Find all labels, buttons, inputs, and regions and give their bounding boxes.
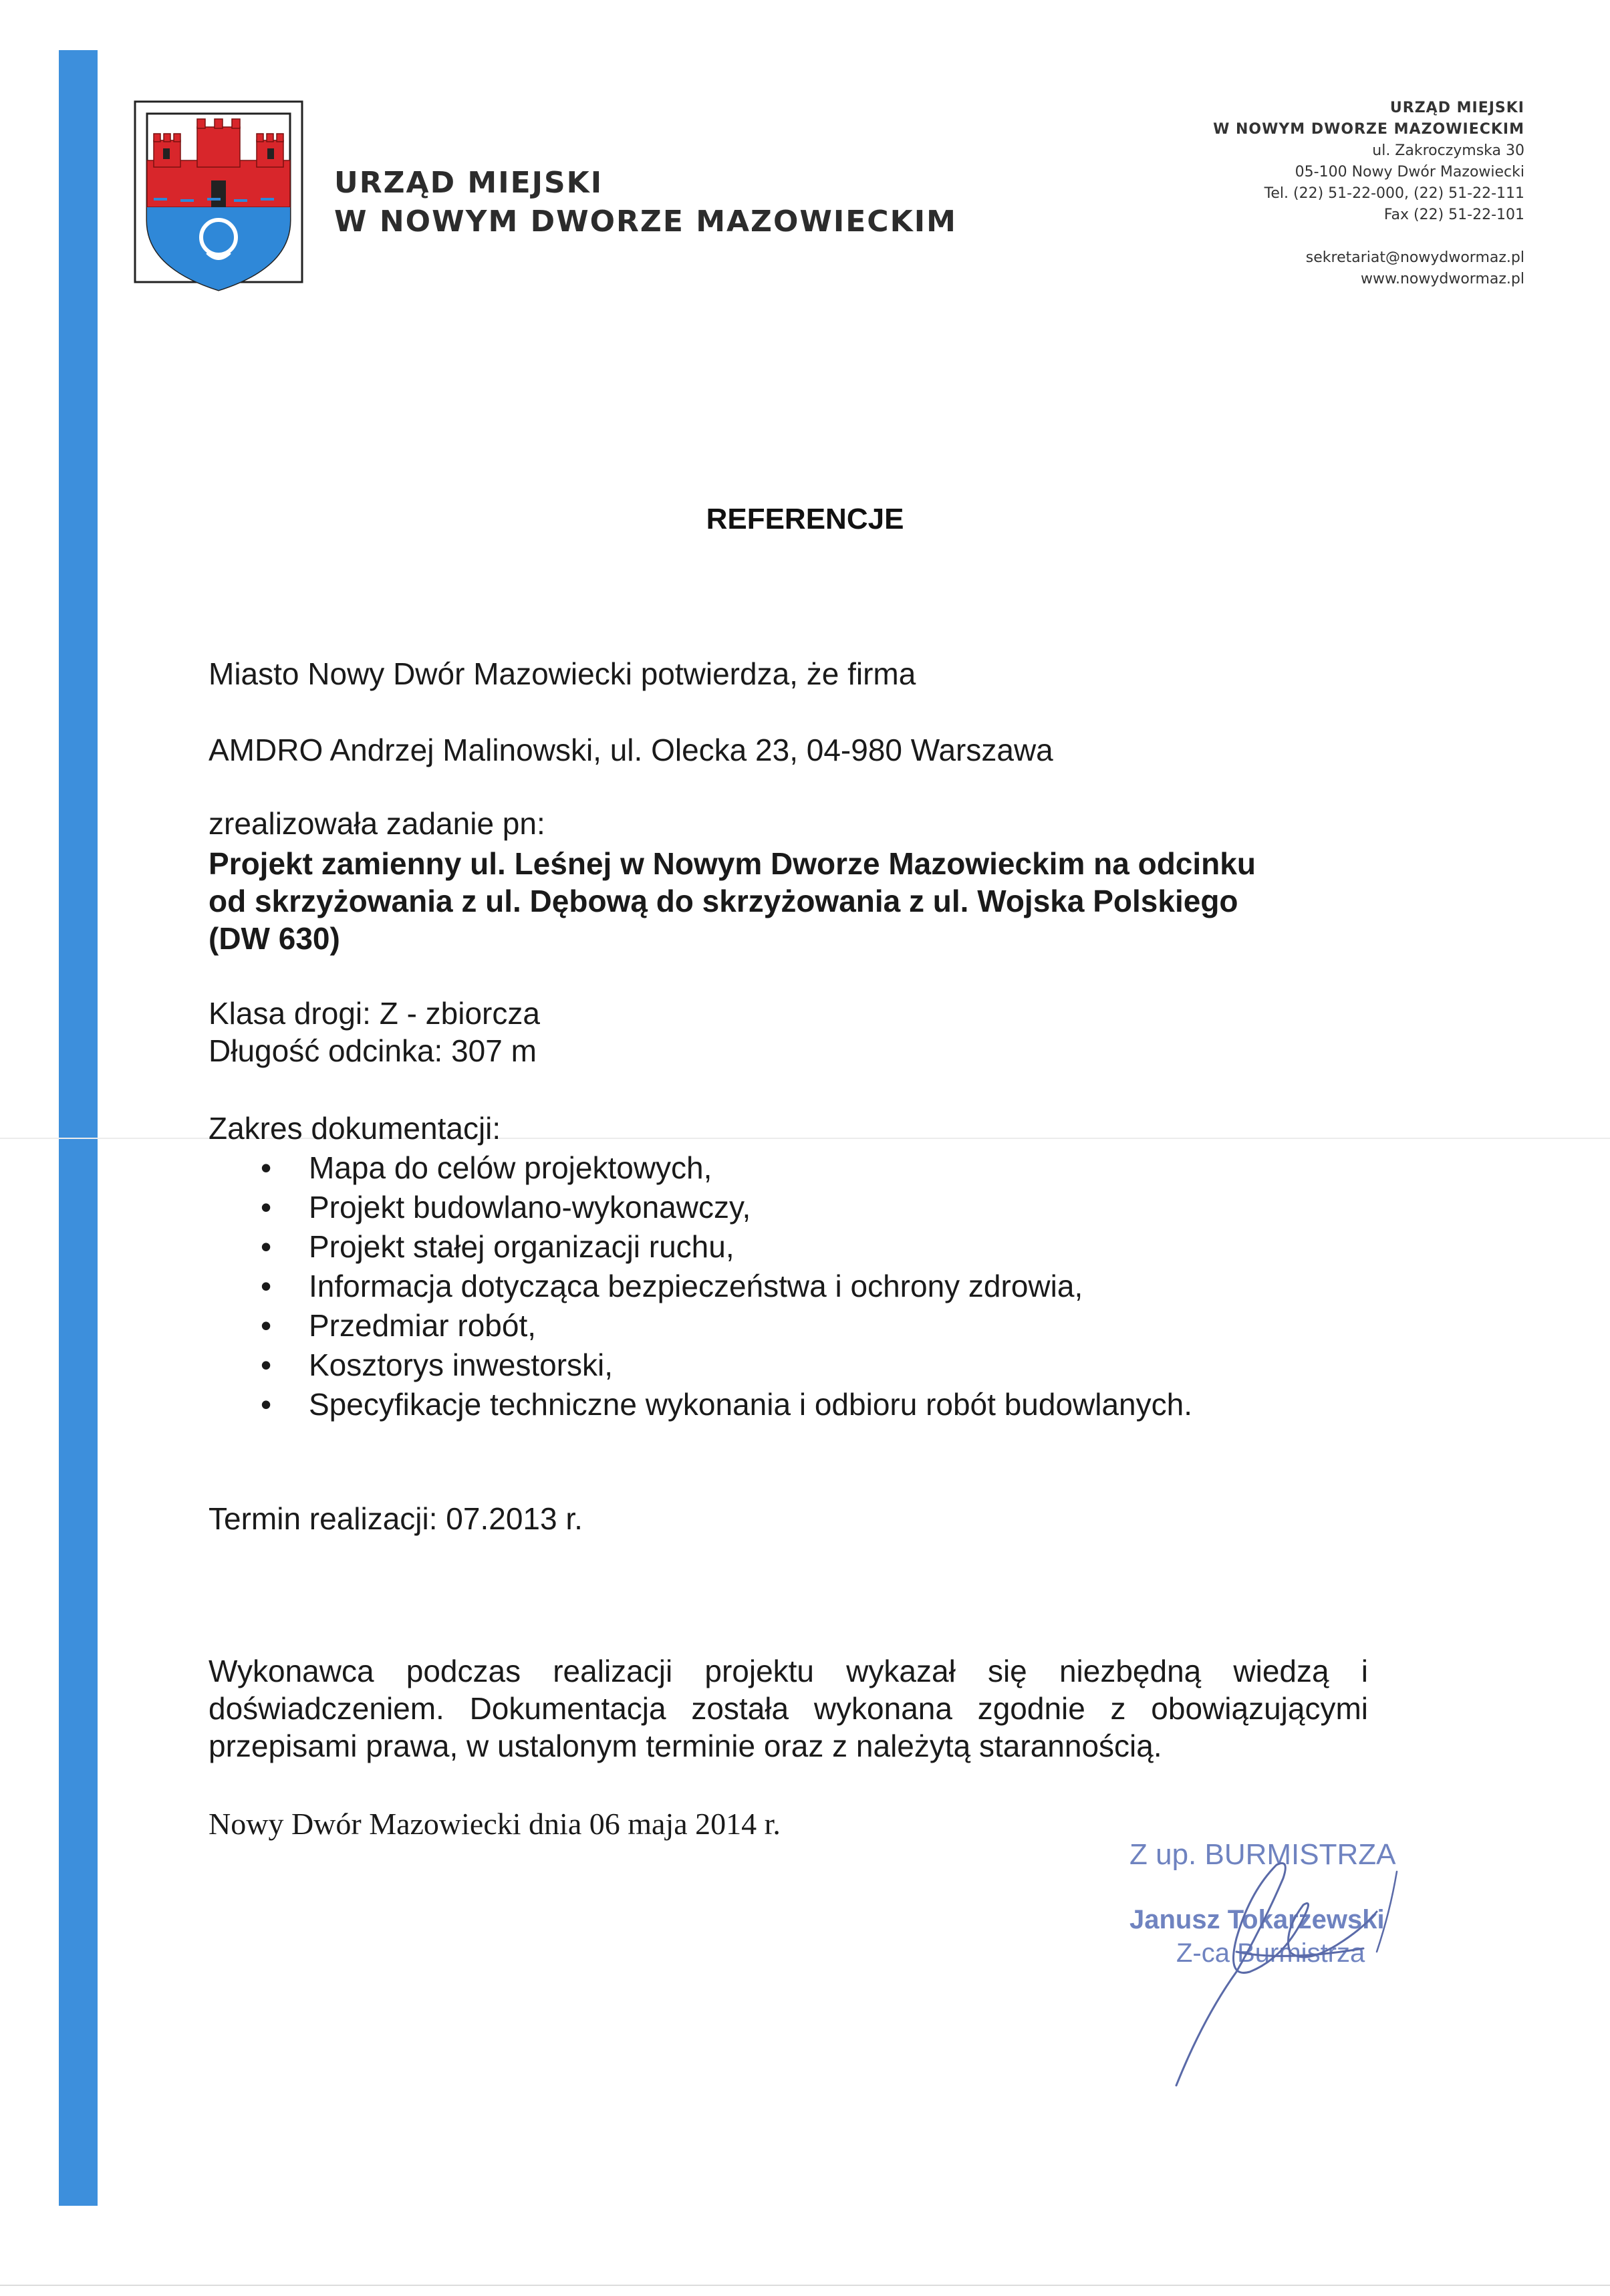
contact-web: www.nowydwormaz.pl	[1361, 271, 1524, 287]
signature-stroke	[1176, 1864, 1377, 2086]
section-length: Długość odcinka: 307 m	[209, 1033, 537, 1068]
contact-tel: Tel. (22) 51-22-000, (22) 51-22-111	[1264, 185, 1524, 202]
bullet-icon: •	[261, 1229, 272, 1264]
office-name-line2: W NOWYM DWORZE MAZOWIECKIM	[334, 205, 957, 239]
contact-street: ul. Zakroczymska 30	[1372, 142, 1524, 159]
list-item: • Informacja dotycząca bezpieczeństwa i ochrony zdrowia,	[261, 1267, 1192, 1306]
bullet-icon: •	[261, 1150, 272, 1185]
list-item: • Mapa do celów projektowych,	[261, 1148, 1192, 1188]
contact-office-line2: W NOWYM DWORZE MAZOWIECKIM	[1213, 121, 1524, 138]
stamp-signer-role: Z-ca Burmistrza	[1176, 1938, 1365, 1968]
task-title-line2: od skrzyżowania z ul. Dębową do skrzyżowania z ul. Wojska Polskiego	[209, 884, 1238, 918]
office-name-line1: URZĄD MIEJSKI	[334, 166, 603, 200]
closing-paragraph: Wykonawca podczas realizacji projektu wykazał się niezbędną wiedzą i doświadczeniem. Dokumentacja została wykonana zgodnie z obowiązującymi przepisami prawa, w ustalonym terminie oraz z należytą starannością.	[209, 1654, 1368, 1763]
bullet-icon: •	[261, 1308, 272, 1343]
signature-stroke	[1377, 1872, 1397, 1952]
coat-of-arms-icon	[134, 100, 303, 294]
handwritten-signature	[1083, 1818, 1457, 2099]
road-class: Klasa drogi: Z - zbiorcza	[209, 996, 540, 1031]
contact-block	[1213, 98, 1524, 290]
contact-email: sekretariat@nowydwormaz.pl	[1305, 249, 1524, 266]
contact-office-line1: URZĄD MIEJSKI	[1389, 100, 1524, 116]
deadline-text: Termin realizacji: 07.2013 r.	[209, 1501, 583, 1536]
scope-list	[261, 1148, 1192, 1424]
bullet-icon: •	[261, 1387, 272, 1422]
stamp-authority: Z up. BURMISTRZA	[1129, 1838, 1396, 1871]
task-intro: zrealizowała zadanie pn:	[209, 806, 545, 841]
signature-stroke	[1236, 1948, 1363, 1956]
list-item: • Projekt stałej organizacji ruchu,	[261, 1227, 1192, 1267]
list-item: • Kosztorys inwestorski,	[261, 1346, 1192, 1385]
intro-text: Miasto Nowy Dwór Mazowiecki potwierdza, że firma	[209, 656, 916, 691]
contact-fax: Fax (22) 51-22-101	[1383, 207, 1524, 223]
list-item: • Projekt budowlano-wykonawczy,	[261, 1188, 1192, 1227]
bullet-icon: •	[261, 1348, 272, 1382]
task-title-line3: (DW 630)	[209, 921, 340, 956]
office-name	[334, 164, 957, 241]
contact-postal: 05-100 Nowy Dwór Mazowiecki	[1295, 164, 1524, 180]
document-heading: REFERENCJE	[706, 503, 904, 535]
bullet-icon: •	[261, 1269, 272, 1303]
stamp-signer-name: Janusz Tokarzewski	[1129, 1905, 1385, 1934]
page-bottom-edge	[0, 2285, 1610, 2286]
task-title-line1: Projekt zamienny ul. Leśnej w Nowym Dworze Mazowieckim na odcinku	[209, 846, 1256, 881]
place-date: Nowy Dwór Mazowiecki dnia 06 maja 2014 r.	[209, 1807, 781, 1841]
bullet-icon: •	[261, 1190, 272, 1225]
list-item: • Specyfikacje techniczne wykonania i odbioru robót budowlanych.	[261, 1385, 1192, 1424]
left-accent-bar	[59, 50, 98, 2206]
company-text: AMDRO Andrzej Malinowski, ul. Olecka 23, 04-980 Warszawa	[209, 733, 1053, 767]
scope-heading: Zakres dokumentacji:	[209, 1111, 501, 1146]
list-item: • Przedmiar robót,	[261, 1306, 1192, 1346]
